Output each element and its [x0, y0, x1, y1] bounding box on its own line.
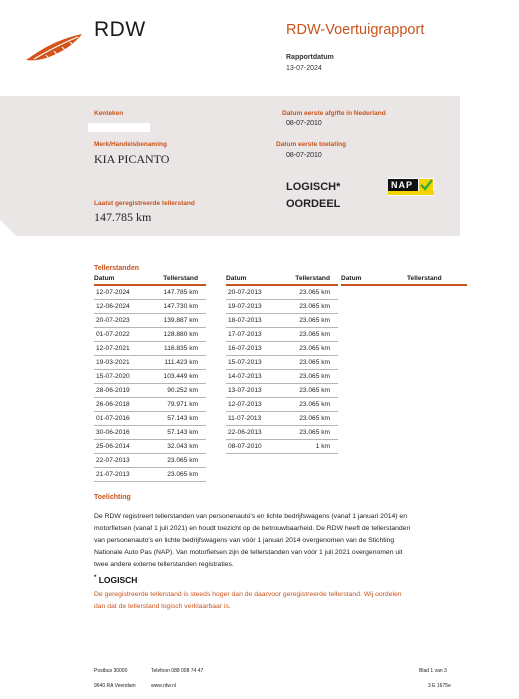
nap-logo-text: NAP	[391, 180, 414, 190]
row-date: 14-07-2013	[226, 369, 278, 383]
table-row	[94, 439, 206, 453]
col-date-header: Datum	[341, 275, 401, 285]
odometer-table-2	[226, 275, 338, 454]
odometer-table-1	[94, 275, 206, 482]
table-row	[94, 411, 206, 425]
row-reading: 23.065 km	[278, 425, 338, 439]
row-reading: 147.785 km	[146, 285, 206, 299]
row-date: 20-07-2013	[226, 285, 278, 299]
row-reading: 23.065 km	[278, 313, 338, 327]
table-row	[94, 327, 206, 341]
row-date: 08-07-2010	[226, 439, 278, 453]
col-reading-header: Tellerstand	[278, 275, 338, 285]
vehicle-panel	[0, 96, 460, 236]
teller-label: Laatst geregistreerde tellerstand	[94, 200, 195, 207]
report-title: RDW-Voertuigrapport	[286, 22, 425, 38]
panel-corner-cut	[0, 220, 16, 236]
footer-postbus: Postbus 30000	[94, 668, 128, 674]
footer-web[interactable]: www.rdw.nl	[151, 683, 177, 689]
row-reading: 111.423 km	[146, 355, 206, 369]
table-row	[226, 425, 338, 439]
row-date: 19-07-2013	[226, 299, 278, 313]
merk-value: KIA PICANTO	[94, 152, 170, 166]
verdict-line2: OORDEEL	[286, 198, 341, 210]
row-date: 19-03-2021	[94, 355, 146, 369]
row-date: 18-07-2013	[226, 313, 278, 327]
logisch-text: De geregistreerde tellerstand is steeds hoger dan de daarvoor geregistreerde tellerstand. Wij oordelen dan dat de tellerstand logisch verklaarbaar is.	[94, 591, 402, 610]
row-date: 16-07-2013	[226, 341, 278, 355]
row-reading: 79.971 km	[146, 397, 206, 411]
col-date-header: Datum	[94, 275, 146, 285]
footer-page: Blad 1 van 3	[419, 668, 447, 674]
row-reading: 1 km	[278, 439, 338, 453]
table-row	[226, 341, 338, 355]
logo-text: RDW	[94, 18, 146, 41]
merk-label: Merk/Handelsbenaming	[94, 141, 167, 148]
table-row	[226, 369, 338, 383]
table-row	[226, 397, 338, 411]
row-reading: 128.880 km	[146, 327, 206, 341]
table-row	[94, 285, 206, 299]
row-reading: 57.143 km	[146, 411, 206, 425]
row-date: 21-07-2013	[94, 467, 146, 481]
row-reading: 23.065 km	[278, 299, 338, 313]
table-row	[94, 467, 206, 481]
feather-logo-icon	[24, 30, 86, 64]
table-row	[226, 299, 338, 313]
table-row	[94, 369, 206, 383]
report-date: 13-07-2024	[286, 65, 322, 72]
row-reading: 139.887 km	[146, 313, 206, 327]
row-date: 26-06-2018	[94, 397, 146, 411]
table-row	[94, 299, 206, 313]
row-date: 12-07-2013	[226, 397, 278, 411]
row-reading: 147.730 km	[146, 299, 206, 313]
table-row	[226, 313, 338, 327]
teller-value: 147.785 km	[94, 210, 152, 224]
row-reading: 57.143 km	[146, 425, 206, 439]
odometer-title: Tellerstanden	[94, 265, 139, 272]
row-reading: 23.065 km	[146, 467, 206, 481]
table-row	[226, 411, 338, 425]
table-row	[94, 397, 206, 411]
toelating-value: 08-07-2010	[286, 152, 322, 159]
row-reading: 103.449 km	[146, 369, 206, 383]
row-date: 12-07-2024	[94, 285, 146, 299]
afgifte-nl-value: 08-07-2010	[286, 120, 322, 127]
row-date: 22-07-2013	[94, 453, 146, 467]
row-date: 01-07-2016	[94, 411, 146, 425]
row-date: 15-07-2013	[226, 355, 278, 369]
row-date: 25-06-2014	[94, 439, 146, 453]
kenteken-label: Kenteken	[94, 110, 124, 117]
table-row	[94, 355, 206, 369]
row-date: 15-07-2020	[94, 369, 146, 383]
row-reading: 23.065 km	[278, 355, 338, 369]
footer-telefoon: Telefoon 088 008 74 47	[151, 668, 204, 674]
footer-address: 9640 RA Veendam	[94, 683, 136, 689]
row-reading: 23.065 km	[278, 341, 338, 355]
table-row	[94, 341, 206, 355]
row-date: 17-07-2013	[226, 327, 278, 341]
odometer-table-3	[341, 275, 467, 286]
row-date: 01-07-2022	[94, 327, 146, 341]
col-reading-header: Tellerstand	[401, 275, 467, 285]
table-row	[226, 439, 338, 453]
row-date: 30-06-2016	[94, 425, 146, 439]
footer-code: 3 E 1675e	[428, 683, 451, 689]
row-reading: 23.065 km	[278, 411, 338, 425]
logisch-heading	[94, 575, 137, 585]
table-row	[94, 313, 206, 327]
row-reading: 116.835 km	[146, 341, 206, 355]
col-reading-header: Tellerstand	[146, 275, 206, 285]
afgifte-nl-label: Datum eerste afgifte in Nederland	[282, 110, 386, 117]
row-reading: 32.043 km	[146, 439, 206, 453]
table-row	[226, 355, 338, 369]
row-reading: 90.252 km	[146, 383, 206, 397]
row-date: 20-07-2023	[94, 313, 146, 327]
row-reading: 23.065 km	[278, 369, 338, 383]
toelichting-text: De RDW registreert tellerstanden van personenauto's en lichte bedrijfswagens (vanaf 1 januari 2014) en motorfietsen (vanaf 1 juli 2021) en houdt toezicht op de betrouwbaarheid. De RDW heeft de tellerstanden van personenauto's en lichte bedrijfswagens van vóór 1 januari 2014 overgenomen van de Stichting Nationale Auto Pas (NAP). Van motorfietsen zijn de tellerstanden van vóór 1 juli 2021 overgenomen uit twee andere externe tellerstanden registraties.	[94, 513, 411, 568]
col-date-header: Datum	[226, 275, 278, 285]
row-date: 22-06-2013	[226, 425, 278, 439]
logisch-asterisk: *	[94, 575, 97, 581]
table-row	[226, 285, 338, 299]
table-row	[94, 425, 206, 439]
table-row	[226, 383, 338, 397]
row-date: 12-06-2024	[94, 299, 146, 313]
table-row	[94, 383, 206, 397]
row-date: 13-07-2013	[226, 383, 278, 397]
verdict-line1: LOGISCH*	[286, 181, 341, 193]
row-reading: 23.065 km	[278, 327, 338, 341]
report-date-label: Rapportdatum	[286, 54, 334, 61]
row-reading: 23.065 km	[146, 453, 206, 467]
table-row	[226, 327, 338, 341]
rdw-logo	[24, 30, 86, 64]
row-reading: 23.065 km	[278, 383, 338, 397]
row-date: 12-07-2021	[94, 341, 146, 355]
row-reading: 23.065 km	[278, 397, 338, 411]
nap-logo	[388, 178, 434, 196]
toelichting-title: Toelichting	[94, 494, 131, 501]
logisch-title: LOGISCH	[98, 575, 138, 585]
row-date: 11-07-2013	[226, 411, 278, 425]
kenteken-redaction	[88, 123, 150, 132]
row-date: 28-06-2019	[94, 383, 146, 397]
table-row	[94, 453, 206, 467]
row-reading: 23.065 km	[278, 285, 338, 299]
toelating-label: Datum eerste toelating	[276, 141, 347, 148]
